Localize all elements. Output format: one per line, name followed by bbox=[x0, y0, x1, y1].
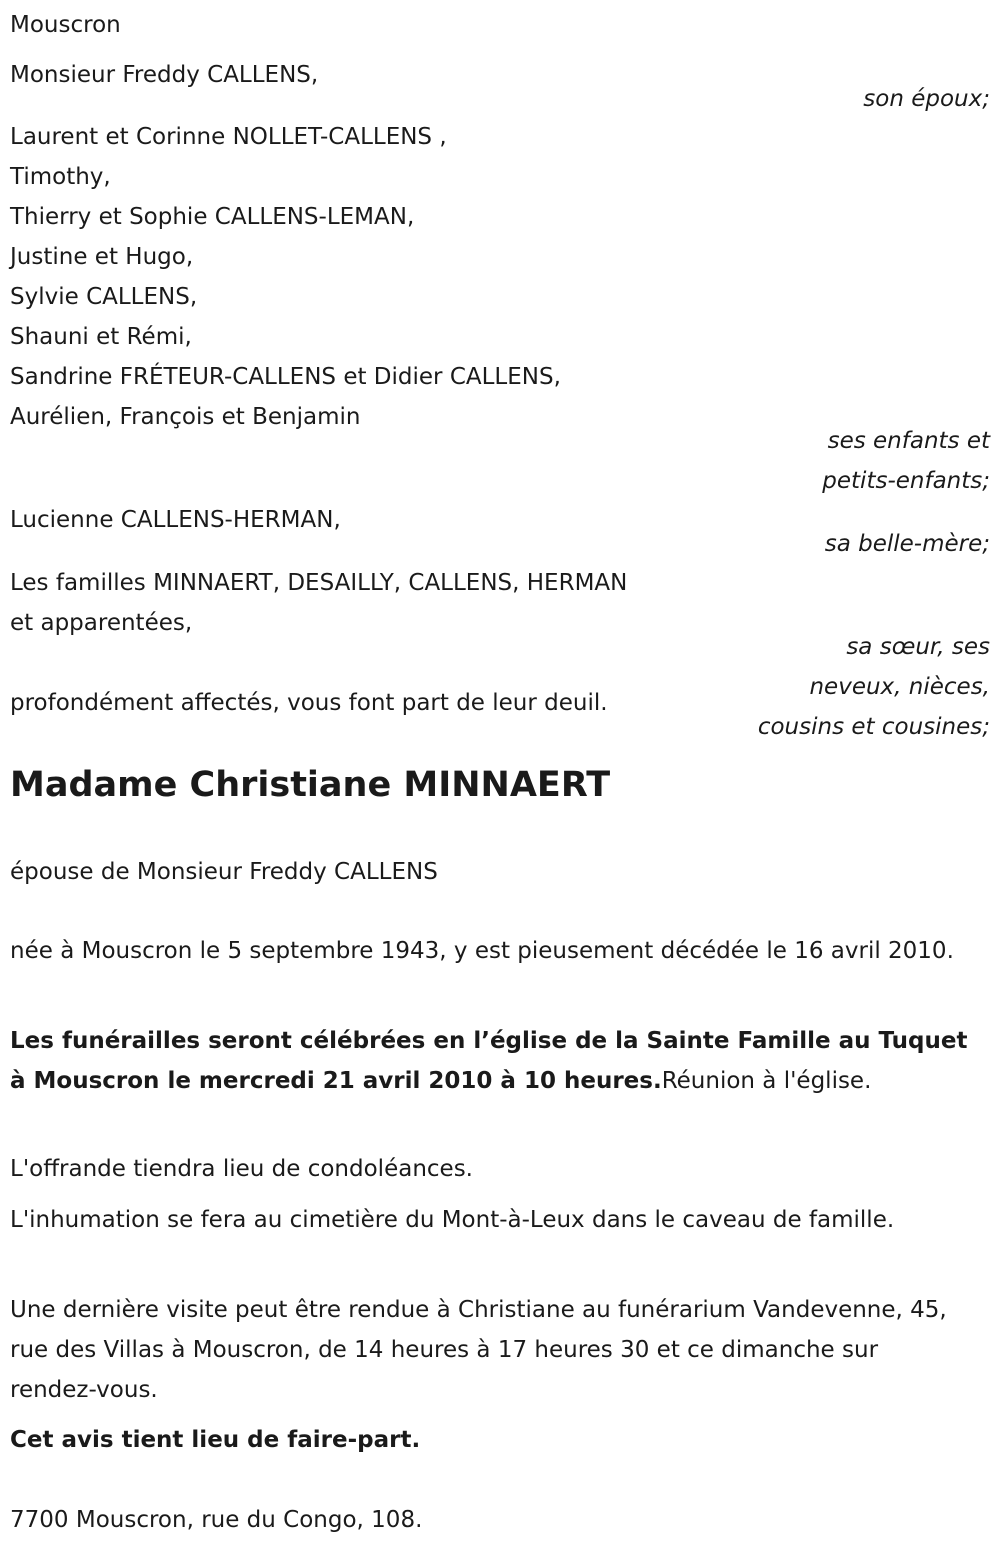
relation: cousins et cousines; bbox=[757, 714, 990, 740]
family-line: Les familles MINNAERT, DESAILLY, CALLENS, HERMAN bbox=[10, 570, 628, 596]
family-line: Laurent et Corinne NOLLET-CALLENS , bbox=[10, 124, 447, 150]
family-line: et apparentées, bbox=[10, 610, 193, 636]
family-line: Timothy, bbox=[10, 164, 111, 190]
relation: son époux; bbox=[863, 86, 990, 112]
closing-family: profondément affectés, vous font part de leur deuil. bbox=[10, 690, 608, 716]
family-line: Shauni et Rémi, bbox=[10, 324, 192, 350]
funeral-paragraph bbox=[10, 1021, 970, 1101]
offering: L'offrande tiendra lieu de condoléances. bbox=[10, 1156, 473, 1182]
funeral-details: Les funérailles seront célébrées en l’église de la Sainte Famille au Tuquet à Mouscron le mercredi 21 avril 2010 à 10 heures. bbox=[10, 1028, 968, 1094]
notice: Cet avis tient lieu de faire-part. bbox=[10, 1427, 421, 1453]
family-line: Aurélien, François et Benjamin bbox=[10, 404, 361, 430]
family-line: Sandrine FRÉTEUR-CALLENS et Didier CALLENS, bbox=[10, 364, 561, 390]
family-line: Justine et Hugo, bbox=[10, 244, 194, 270]
funeral-meeting: Réunion à l'église. bbox=[661, 1068, 872, 1094]
relation: sa belle-mère; bbox=[824, 531, 990, 557]
family-line: Monsieur Freddy CALLENS, bbox=[10, 62, 319, 88]
relation: neveux, nièces, bbox=[809, 674, 990, 700]
address: 7700 Mouscron, rue du Congo, 108. bbox=[10, 1507, 423, 1533]
birth-death: née à Mouscron le 5 septembre 1943, y est pieusement décédée le 16 avril 2010. bbox=[10, 938, 954, 964]
relation: sa sœur, ses bbox=[846, 634, 990, 660]
visit: Une dernière visite peut être rendue à Christiane au funérarium Vandevenne, 45, rue des Villas à Mouscron, de 14 heures à 17 heures 30 et ce dimanche sur rendez-vous. bbox=[10, 1297, 947, 1403]
family-line: Lucienne CALLENS-HERMAN, bbox=[10, 507, 341, 533]
family-line: Sylvie CALLENS, bbox=[10, 284, 198, 310]
deceased-name: Madame Christiane MINNAERT bbox=[10, 765, 611, 805]
city: Mouscron bbox=[10, 12, 121, 38]
relation: petits-enfants; bbox=[822, 468, 990, 494]
family-line: Thierry et Sophie CALLENS-LEMAN, bbox=[10, 204, 415, 230]
relation: ses enfants et bbox=[827, 428, 990, 454]
spouse-line: épouse de Monsieur Freddy CALLENS bbox=[10, 859, 438, 885]
burial: L'inhumation se fera au cimetière du Mont-à-Leux dans le caveau de famille. bbox=[10, 1207, 895, 1233]
